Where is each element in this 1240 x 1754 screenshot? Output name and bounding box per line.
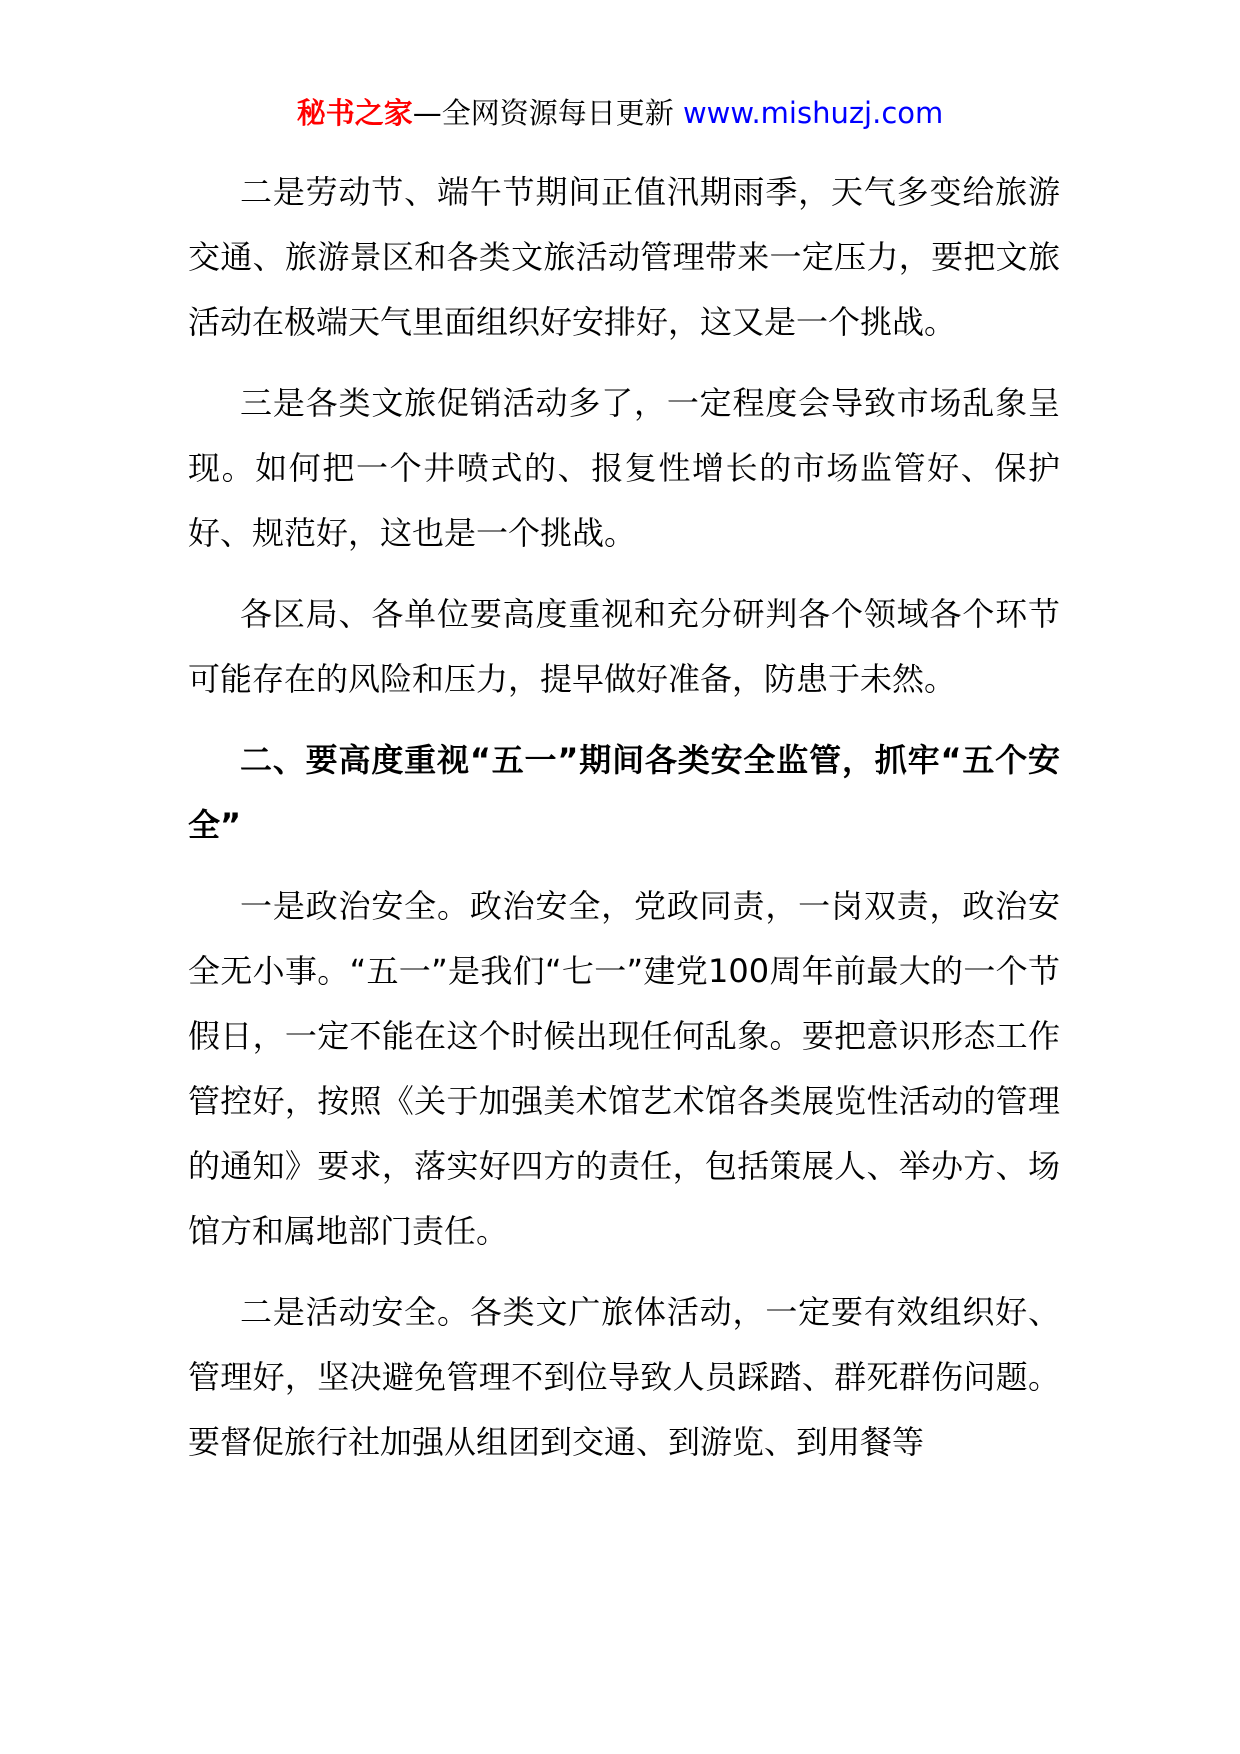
site-url-link[interactable]: www.mishuzj.com xyxy=(682,96,944,130)
section-heading: 二、要高度重视“五一”期间各类安全监管，抓牢“五个安全” xyxy=(188,741,1060,844)
document-body xyxy=(188,160,1060,1491)
paragraph-challenge-market: 三是各类文旅促销活动多了，一定程度会导致市场乱象呈现。如何把一个井喷式的、报复性增长的市场监管好、保护好、规范好，这也是一个挑战。 xyxy=(188,384,1060,552)
site-header xyxy=(0,93,1240,133)
paragraph-political-safety: 一是政治安全。政治安全，党政同责，一岗双责，政治安全无小事。“五一”是我们“七一”建党100周年前最大的一个节假日，一定不能在这个时候出现任何乱象。要把意识形态工作管控好，按照《关于加强美术馆艺术馆各类展览性活动的管理的通知》要求，落实好四方的责任，包括策展人、举办方、场馆方和属地部门责任。 xyxy=(188,887,1060,1250)
paragraph-challenge-weather: 二是劳动节、端午节期间正值汛期雨季，天气多变给旅游交通、旅游景区和各类文旅活动管理带来一定压力，要把文旅活动在极端天气里面组织好安排好，这又是一个挑战。 xyxy=(188,173,1060,341)
paragraph-activity-safety: 二是活动安全。各类文广旅体活动，一定要有效组织好、管理好，坚决避免管理不到位导致人员踩踏、群死群伤问题。要督促旅行社加强从组团到交通、到游览、到用餐等 xyxy=(188,1293,1060,1461)
brand-name: 秘书之家 xyxy=(296,96,413,130)
header-tagline: —全网资源每日更新 xyxy=(412,96,674,130)
paragraph-risk-preparation: 各区局、各单位要高度重视和充分研判各个领域各个环节可能存在的风险和压力，提早做好准备，防患于未然。 xyxy=(188,595,1060,698)
